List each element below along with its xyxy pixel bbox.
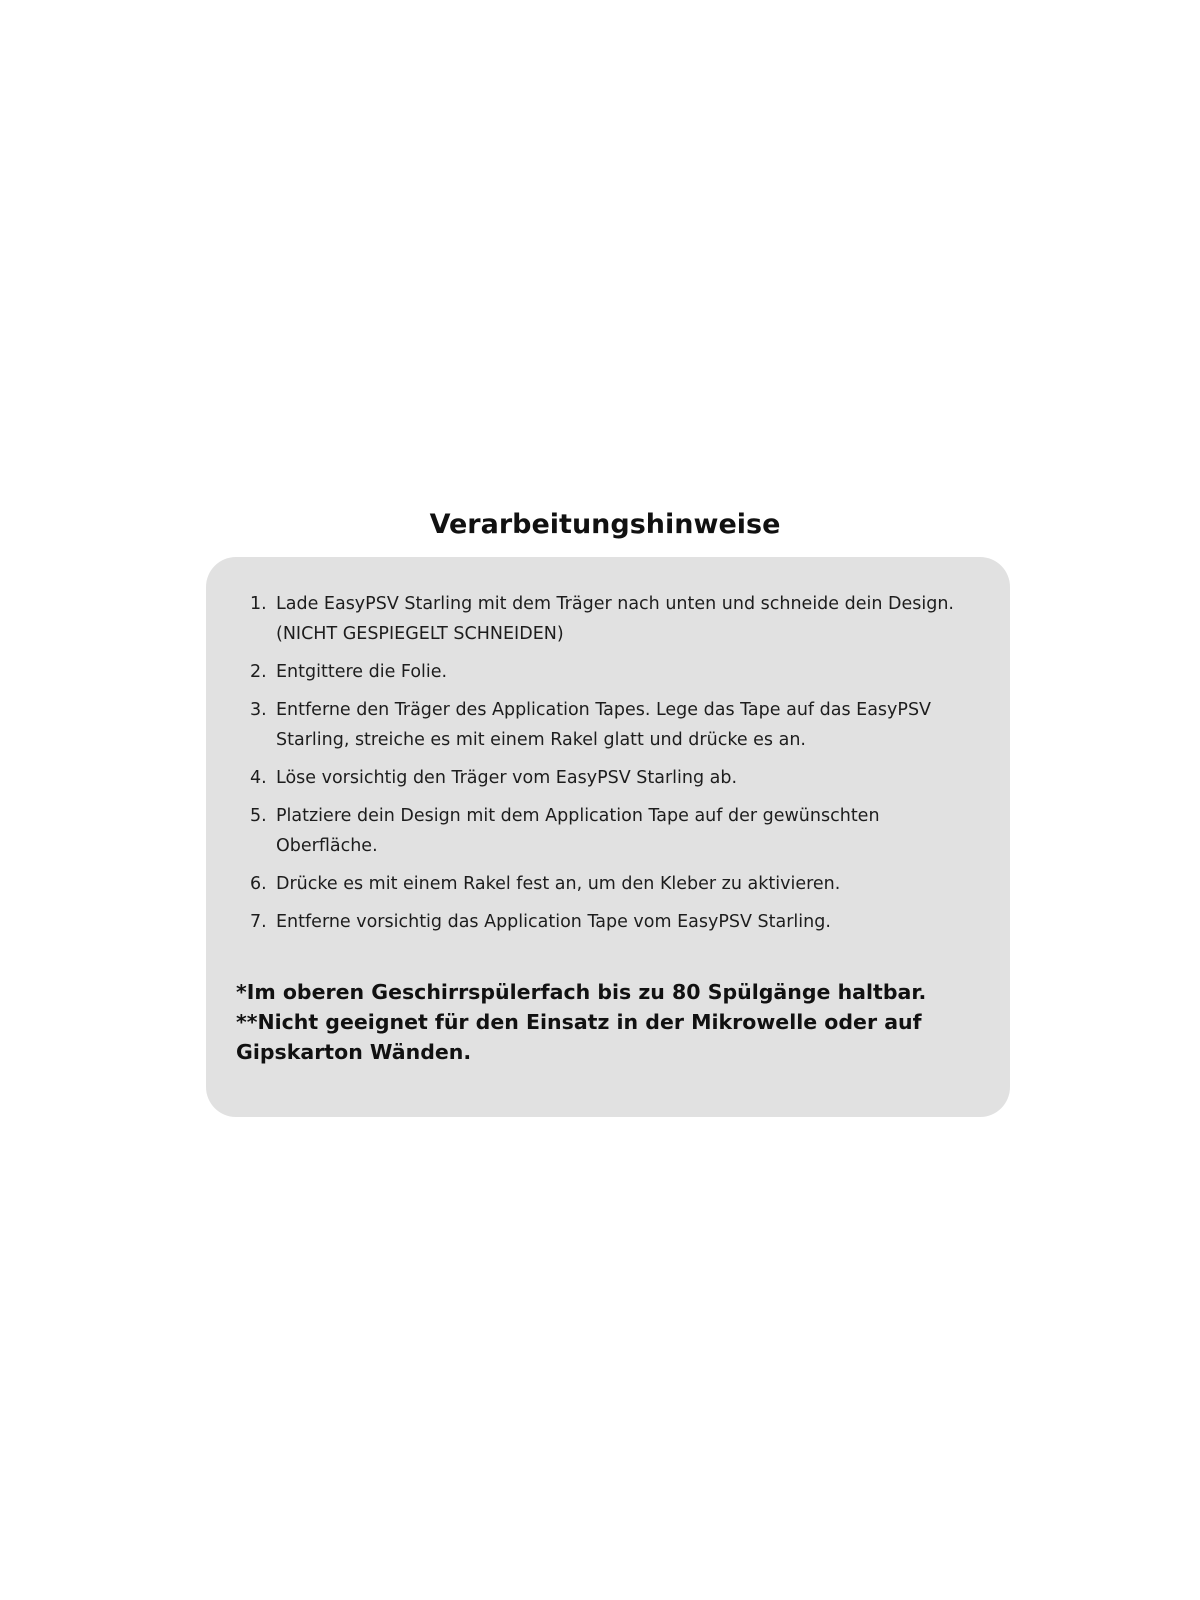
step-number: 2. — [250, 662, 267, 682]
list-item — [206, 801, 966, 861]
page-title: Verarbeitungshinweise — [429, 509, 781, 540]
step-number: 4. — [250, 768, 267, 788]
list-item — [206, 695, 966, 755]
step-text: Lade EasyPSV Starling mit dem Träger nach unten und schneide dein Design. (NICHT GESPIEGELT SCHNEIDEN) — [276, 594, 954, 644]
step-number: 1. — [250, 594, 267, 614]
step-text: Entferne vorsichtig das Application Tape vom EasyPSV Starling. — [276, 912, 831, 932]
step-text: Löse vorsichtig den Träger vom EasyPSV Starling ab. — [276, 768, 738, 788]
step-text: Drücke es mit einem Rakel fest an, um den Kleber zu aktivieren. — [276, 874, 841, 894]
list-item — [206, 869, 966, 899]
list-item — [206, 907, 966, 937]
microwave-note: **Nicht geeignet für den Einsatz in der Mikrowelle oder auf Gipskarton Wänden. — [236, 1010, 922, 1064]
step-number: 6. — [250, 874, 267, 894]
list-item — [206, 763, 966, 793]
step-text: Entgittere die Folie. — [276, 662, 448, 682]
step-number: 3. — [250, 700, 267, 720]
instructions-card — [206, 557, 1010, 1117]
care-notes — [236, 977, 976, 1067]
step-number: 7. — [250, 912, 267, 932]
steps-list — [206, 589, 966, 945]
list-item — [206, 657, 966, 687]
dishwasher-note: *Im oberen Geschirrspülerfach bis zu 80 Spülgänge haltbar. — [236, 980, 927, 1004]
list-item — [206, 589, 966, 649]
step-number: 5. — [250, 806, 267, 826]
step-text: Entferne den Träger des Application Tapes. Lege das Tape auf das EasyPSV Starling, streiche es mit einem Rakel glatt und drücke es an. — [276, 700, 932, 750]
step-text: Platziere dein Design mit dem Application Tape auf der gewünschten Oberfläche. — [276, 806, 880, 856]
